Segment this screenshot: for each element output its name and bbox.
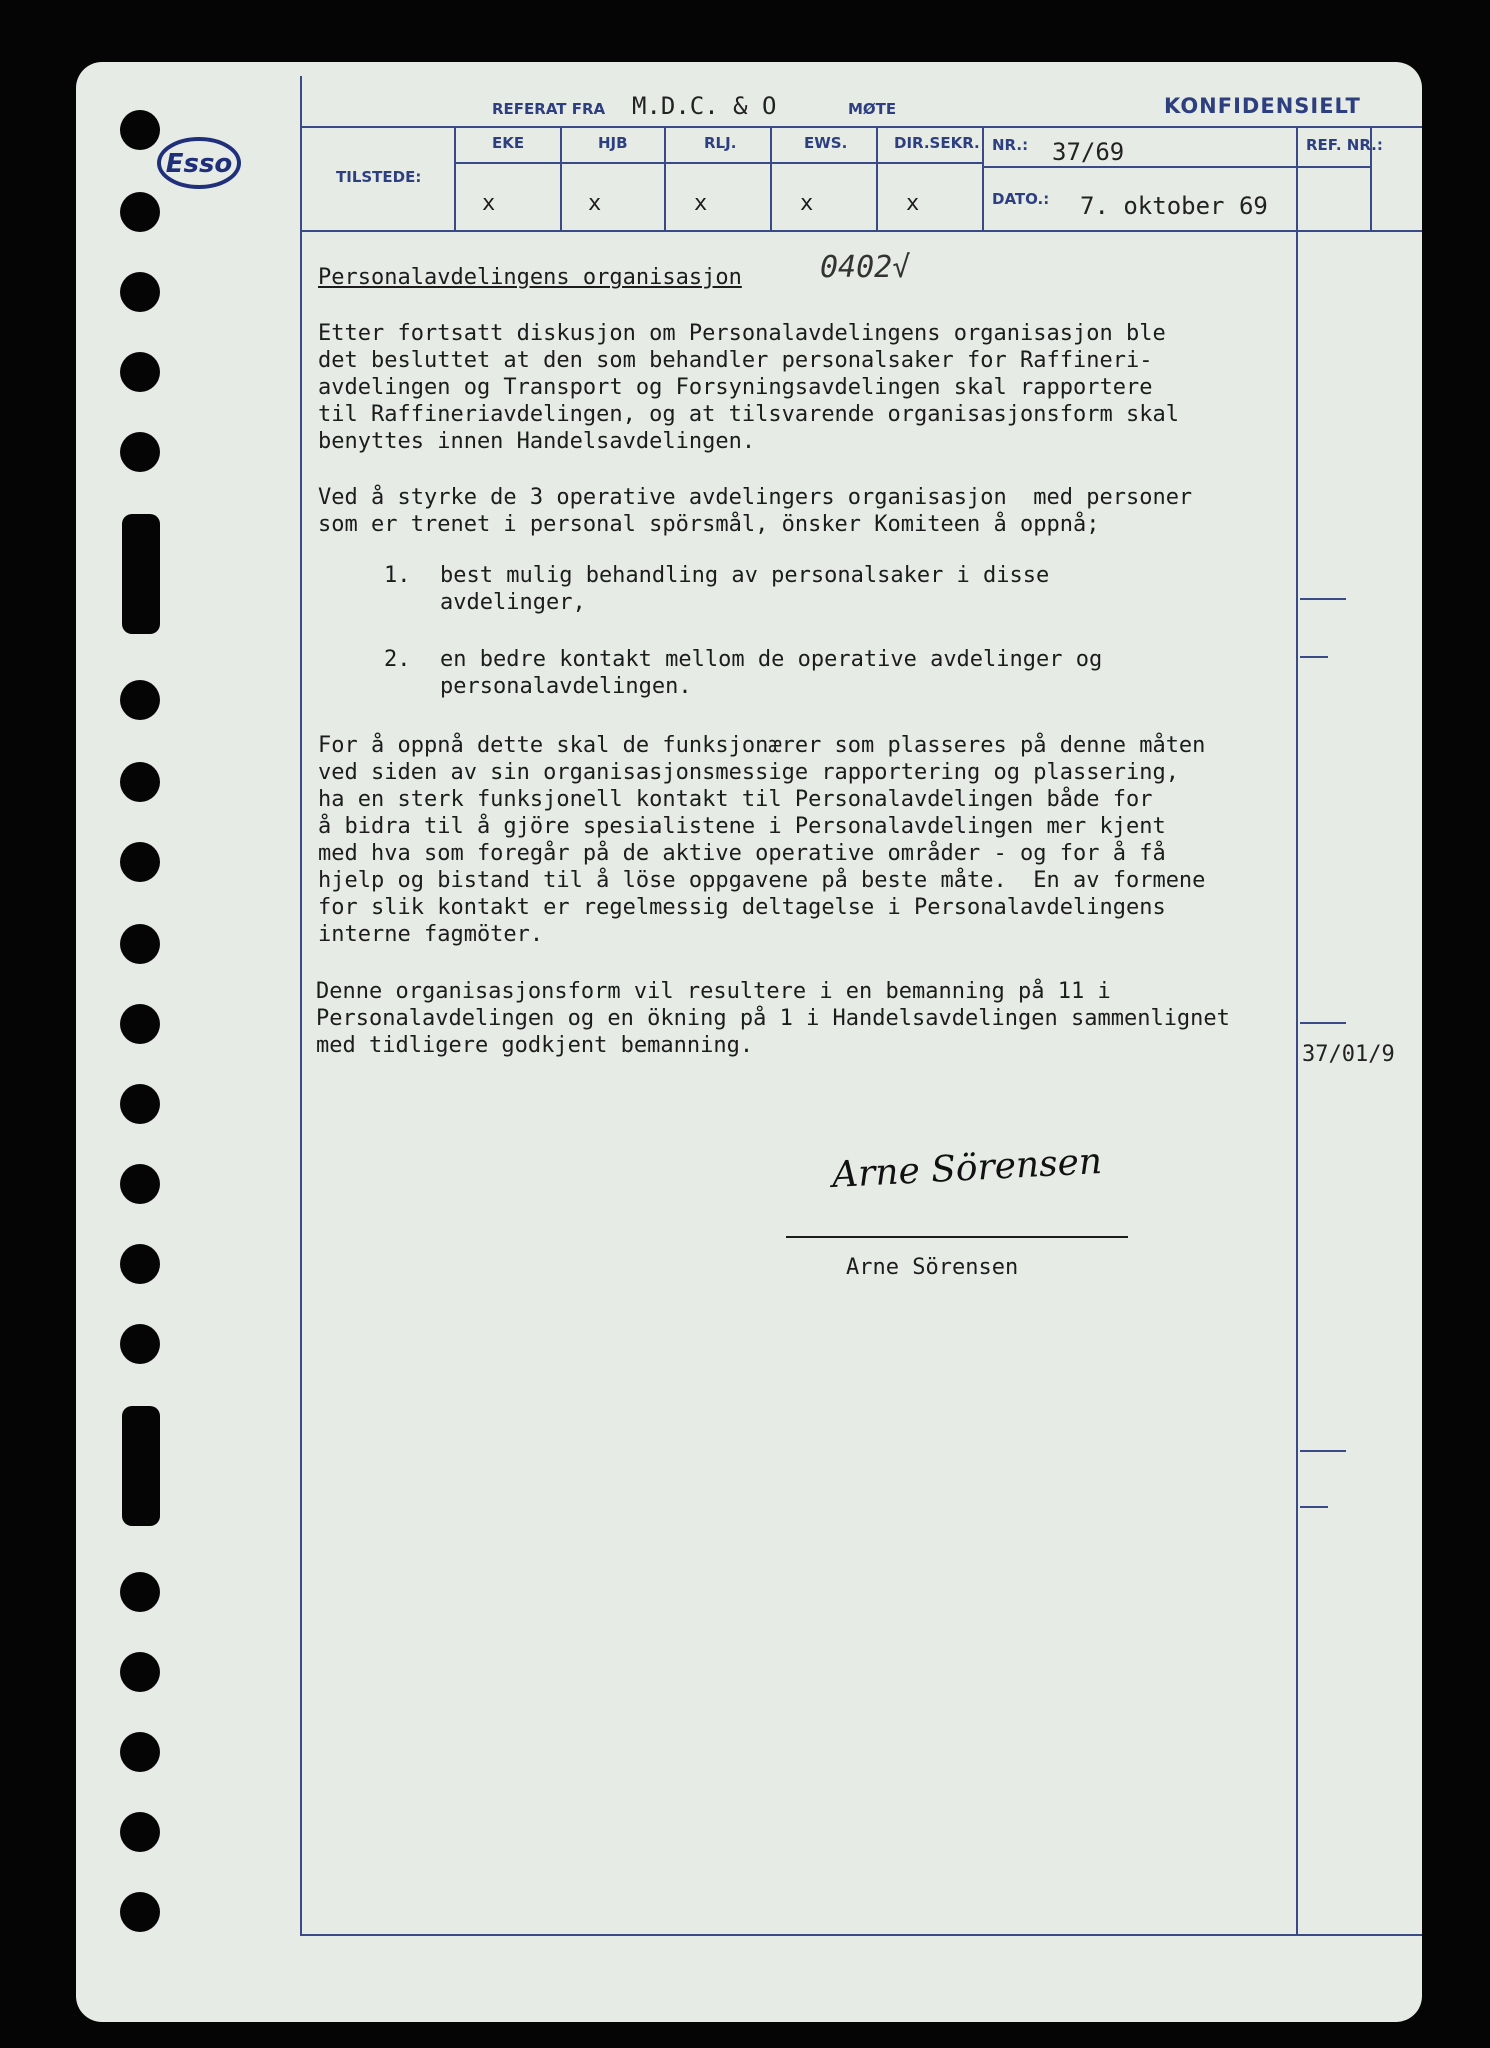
punch-hole bbox=[120, 1244, 160, 1284]
text-line: Personalavdelingen og en ökning på 1 i Handelsavdelingen sammenlignet bbox=[316, 1006, 1230, 1031]
header-bottom-rule bbox=[300, 230, 1422, 232]
mote-label: MØTE bbox=[848, 100, 897, 118]
mark-eke: x bbox=[482, 191, 496, 216]
column-divider bbox=[560, 128, 562, 230]
text-line: hjelp og bistand til å löse oppgavene på beste måte. En av formene bbox=[318, 868, 1206, 893]
column-divider bbox=[454, 128, 456, 230]
col-hjb: HJB bbox=[598, 134, 628, 152]
punch-hole bbox=[120, 762, 160, 802]
mark-ews: x bbox=[800, 191, 814, 216]
punch-hole bbox=[120, 842, 160, 882]
right-margin-line bbox=[1296, 128, 1298, 1936]
punch-hole bbox=[120, 192, 160, 232]
nr-rule bbox=[982, 166, 1370, 168]
item-2-number: 2. bbox=[384, 647, 411, 672]
document-title: Personalavdelingens organisasjon bbox=[318, 265, 742, 290]
margin-mark bbox=[1300, 1022, 1346, 1024]
punch-hole bbox=[120, 1324, 160, 1364]
signatory-name: Arne Sörensen bbox=[846, 1255, 1019, 1280]
text-line: det besluttet at den som behandler personalsaker for Raffineri- bbox=[318, 348, 1153, 373]
punch-hole bbox=[120, 110, 160, 150]
text-line: interne fagmöter. bbox=[318, 922, 544, 947]
margin-mark bbox=[1300, 1506, 1328, 1508]
item-2 bbox=[440, 646, 1102, 700]
margin-mark bbox=[1300, 598, 1346, 600]
col-ews: EWS. bbox=[804, 134, 848, 152]
punch-hole bbox=[120, 432, 160, 472]
text-line: som er trenet i personal spörsmål, önsker Komiteen å oppnå; bbox=[318, 512, 1100, 537]
text-line: med tidligere godkjent bemanning. bbox=[316, 1033, 754, 1058]
bottom-rule bbox=[300, 1934, 1422, 1936]
margin-mark bbox=[1300, 656, 1328, 658]
binder-slot bbox=[122, 1406, 160, 1526]
item-1-number: 1. bbox=[384, 563, 411, 588]
tilstede-label: TILSTEDE: bbox=[336, 168, 422, 186]
left-border-line bbox=[300, 76, 302, 1936]
text-line: avdelinger, bbox=[440, 590, 586, 615]
punch-hole bbox=[120, 924, 160, 964]
margin-reference: 37/01/9 bbox=[1302, 1042, 1395, 1067]
handwritten-code: 0402√ bbox=[820, 250, 911, 285]
paragraph-3 bbox=[318, 732, 1205, 948]
logo-text: Esso bbox=[165, 149, 233, 179]
dato-value: 7. oktober 69 bbox=[1080, 192, 1268, 220]
mark-dir-sekr: x bbox=[906, 191, 920, 216]
text-line: en bedre kontakt mellom de operative avdelinger og bbox=[440, 647, 1103, 672]
col-eke: EKE bbox=[492, 134, 525, 152]
mark-hjb: x bbox=[588, 191, 602, 216]
binder-slot bbox=[122, 514, 160, 634]
referat-label: REFERAT FRA bbox=[492, 100, 606, 118]
text-line: Etter fortsatt diskusjon om Personalavdelingens organisasjon ble bbox=[318, 321, 1166, 346]
column-divider bbox=[664, 128, 666, 230]
text-line: ved siden av sin organisasjonsmessige rapportering og plassering, bbox=[318, 760, 1179, 785]
mark-rlj: x bbox=[694, 191, 708, 216]
paragraph-1 bbox=[318, 320, 1179, 455]
item-1 bbox=[440, 562, 1049, 616]
punch-hole bbox=[120, 1164, 160, 1204]
header-rule bbox=[300, 126, 1422, 128]
text-line: til Raffineriavdelingen, og at tilsvarende organisasjonsform skal bbox=[318, 402, 1179, 427]
text-line: å bidra til å gjöre spesialistene i Personalavdelingen mer kjent bbox=[318, 814, 1166, 839]
column-divider bbox=[876, 128, 878, 230]
column-divider bbox=[982, 128, 984, 230]
text-line: med hva som foregår på de aktive operative områder - og for å få bbox=[318, 841, 1166, 866]
text-line: ha en sterk funksjonell kontakt til Personalavdelingen både for bbox=[318, 787, 1153, 812]
paragraph-4 bbox=[316, 978, 1230, 1059]
konfidensielt-label: KONFIDENSIELT bbox=[1164, 94, 1361, 118]
punch-hole bbox=[120, 352, 160, 392]
punch-hole bbox=[120, 1892, 160, 1932]
text-line: Denne organisasjonsform vil resultere i en bemanning på 11 i bbox=[316, 979, 1111, 1004]
punch-hole bbox=[120, 1084, 160, 1124]
ref-nr-label: REF. NR.: bbox=[1306, 136, 1383, 154]
text-line: For å oppnå dette skal de funksjonærer som plasseres på denne måten bbox=[318, 733, 1206, 758]
punch-hole bbox=[120, 272, 160, 312]
dato-label: DATO.: bbox=[992, 190, 1050, 208]
referat-value: M.D.C. & O bbox=[632, 92, 777, 120]
punch-hole bbox=[120, 1732, 160, 1772]
text-line: for slik kontakt er regelmessig deltagelse i Personalavdelingens bbox=[318, 895, 1166, 920]
margin-mark bbox=[1300, 1450, 1346, 1452]
punch-hole bbox=[120, 1004, 160, 1044]
text-line: benyttes innen Handelsavdelingen. bbox=[318, 429, 756, 454]
col-dir-sekr: DIR.SEKR. bbox=[894, 134, 980, 152]
nr-label: NR.: bbox=[992, 136, 1029, 154]
text-line: personalavdelingen. bbox=[440, 674, 692, 699]
punch-hole bbox=[120, 680, 160, 720]
column-divider bbox=[770, 128, 772, 230]
esso-logo-icon bbox=[156, 136, 242, 190]
text-line: best mulig behandling av personalsaker i disse bbox=[440, 563, 1050, 588]
nr-value: 37/69 bbox=[1052, 138, 1125, 166]
document-page bbox=[76, 62, 1422, 2022]
text-line: avdelingen og Transport og Forsyningsavdelingen skal rapportere bbox=[318, 375, 1153, 400]
punch-hole bbox=[120, 1652, 160, 1692]
punch-hole bbox=[120, 1812, 160, 1852]
col-rlj: RLJ. bbox=[704, 134, 737, 152]
punch-hole bbox=[120, 1572, 160, 1612]
text-line: Ved å styrke de 3 operative avdelingers organisasjon med personer bbox=[318, 485, 1193, 510]
column-header-rule bbox=[454, 162, 982, 164]
signature-line bbox=[786, 1236, 1128, 1238]
signature: Arne Sörensen bbox=[831, 1140, 1104, 1197]
paragraph-2 bbox=[318, 484, 1192, 538]
